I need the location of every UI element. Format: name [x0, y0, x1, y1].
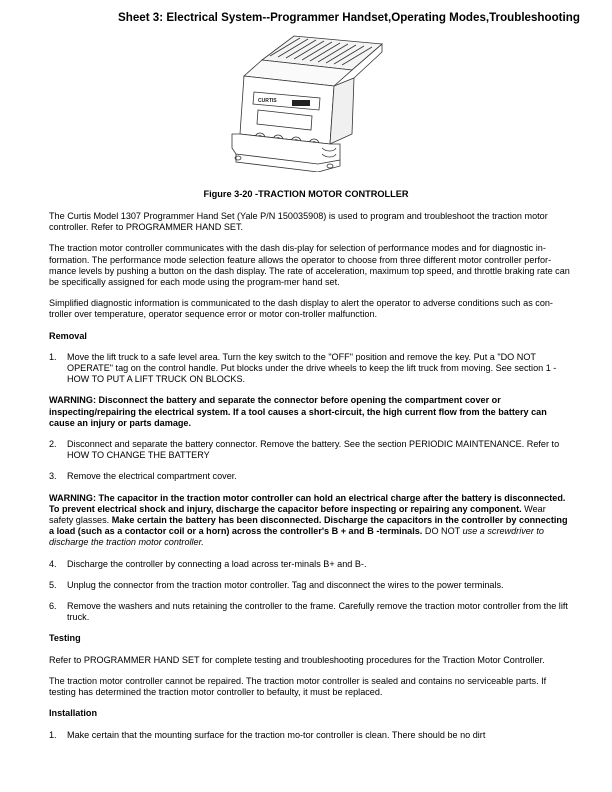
page-title: Sheet 3: Electrical System--Programmer Handset,Operating Modes,Troubleshooting	[118, 11, 580, 24]
installation-heading: Installation	[49, 708, 97, 719]
svg-text:CURTIS: CURTIS	[258, 98, 277, 104]
step-number: 6.	[49, 601, 57, 612]
removal-step-6	[49, 601, 571, 623]
step-text: Unplug the connector from the traction motor controller. Tag and disconnect the wires to the power terminals.	[67, 579, 504, 590]
step-text: Move the lift truck to a safe level area. Turn the key switch to the "OFF" position and remove the key. Put a "DO NOT OPERATE" tag on the control handle. Put blocks under the drive wheels to keep the lift truck from moving. See section 1 -HOW TO PUT A LIFT TRUCK ON BLOCKS.	[67, 351, 557, 385]
step-number: 1.	[49, 351, 57, 362]
warning-text-italic: use a screwdriver to discharge the traction motor controller.	[49, 526, 544, 548]
removal-step-4	[49, 559, 571, 570]
warning-battery	[49, 395, 571, 429]
document-body	[49, 211, 571, 751]
installation-step-1	[49, 730, 571, 741]
warning-capacitor	[49, 493, 571, 549]
step-text: Remove the electrical compartment cover.	[67, 471, 237, 482]
step-text: Discharge the controller by connecting a load across ter-minals B+ and B-.	[67, 558, 367, 569]
warning-text: WARNING: Disconnect the battery and separate the connector before opening the compartment cover or inspecting/repairing the electrical system. If a tool causes a short-circuit, the high current flow from the battery can cause an injury or parts damage.	[49, 395, 547, 428]
intro-paragraph-3: Simplified diagnostic information is communicated to the dash display to alert the operator to adverse conditions such as con-troller over temperature, operator sequence error or motor con-troller malfunction.	[49, 298, 553, 320]
testing-paragraph-2: The traction motor controller cannot be repaired. The traction motor controller is sealed and contains no serviceable parts. If testing has determined the traction motor controller to befaulty, it must be replaced.	[49, 675, 547, 698]
warning-text-normal-1: Wear safety glasses.	[49, 503, 546, 526]
step-text: Disconnect and separate the battery connector. Remove the battery. See the section PERIODIC MAINTENANCE. Refer to HOW TO CHANGE THE BATTERY	[67, 439, 560, 461]
figure-caption: Figure 3-20 -TRACTION MOTOR CONTROLLER	[203, 189, 409, 199]
removal-step-1	[49, 352, 571, 386]
step-text: Remove the washers and nuts retaining the controller to the frame. Carefully remove the traction motor controller from the lift truck.	[67, 601, 568, 623]
step-number: 2.	[49, 439, 57, 450]
step-number: 4.	[49, 558, 57, 569]
warning-text-normal-2: DO NOT	[422, 526, 463, 537]
step-number: 1.	[49, 729, 57, 740]
step-text: Make certain that the mounting surface for the traction mo-tor controller is clean. There should be no dirt	[67, 729, 486, 740]
step-number: 3.	[49, 471, 57, 482]
testing-heading: Testing	[49, 633, 81, 644]
warning-text-bold-1: WARNING: The capacitor in the traction motor controller can hold an electrical charge after the battery is disconnected. To prevent electrical shock and injury, discharge the capacitor before inspecting or repairing any component.	[49, 492, 566, 514]
step-number: 5.	[49, 579, 57, 590]
removal-step-3	[49, 471, 571, 482]
intro-paragraph-1: The Curtis Model 1307 Programmer Hand Set (Yale P/N 150035908) is used to program and troubleshoot the traction motor controller. Refer to PROGRAMMER HAND SET.	[49, 211, 548, 233]
traction-motor-controller-illustration	[222, 30, 390, 172]
removal-heading: Removal	[49, 330, 87, 341]
intro-paragraph-2: The traction motor controller communicates with the dash dis-play for selection of performance modes and for diagnostic in-formation. The performance mode selection feature allows the operator to choose from three different motor controller perfor-mance levels by pushing a button on the dash display. The rate of acceleration, maximum top speed, and throttle braking rate can be specifically assigned for each mode using the program-mer hand set.	[49, 243, 570, 288]
removal-step-5	[49, 580, 571, 591]
warning-text-bold-2: Make certain the battery has been disconnected. Discharge the capacitors in the controller by connecting a load (such as a contactor coil or a horn) across the controller's B + and B -terminals.	[49, 515, 568, 537]
removal-step-2	[49, 439, 571, 461]
testing-paragraph-1: Refer to PROGRAMMER HAND SET for complete testing and troubleshooting procedures for the Traction Motor Controller.	[49, 654, 545, 665]
